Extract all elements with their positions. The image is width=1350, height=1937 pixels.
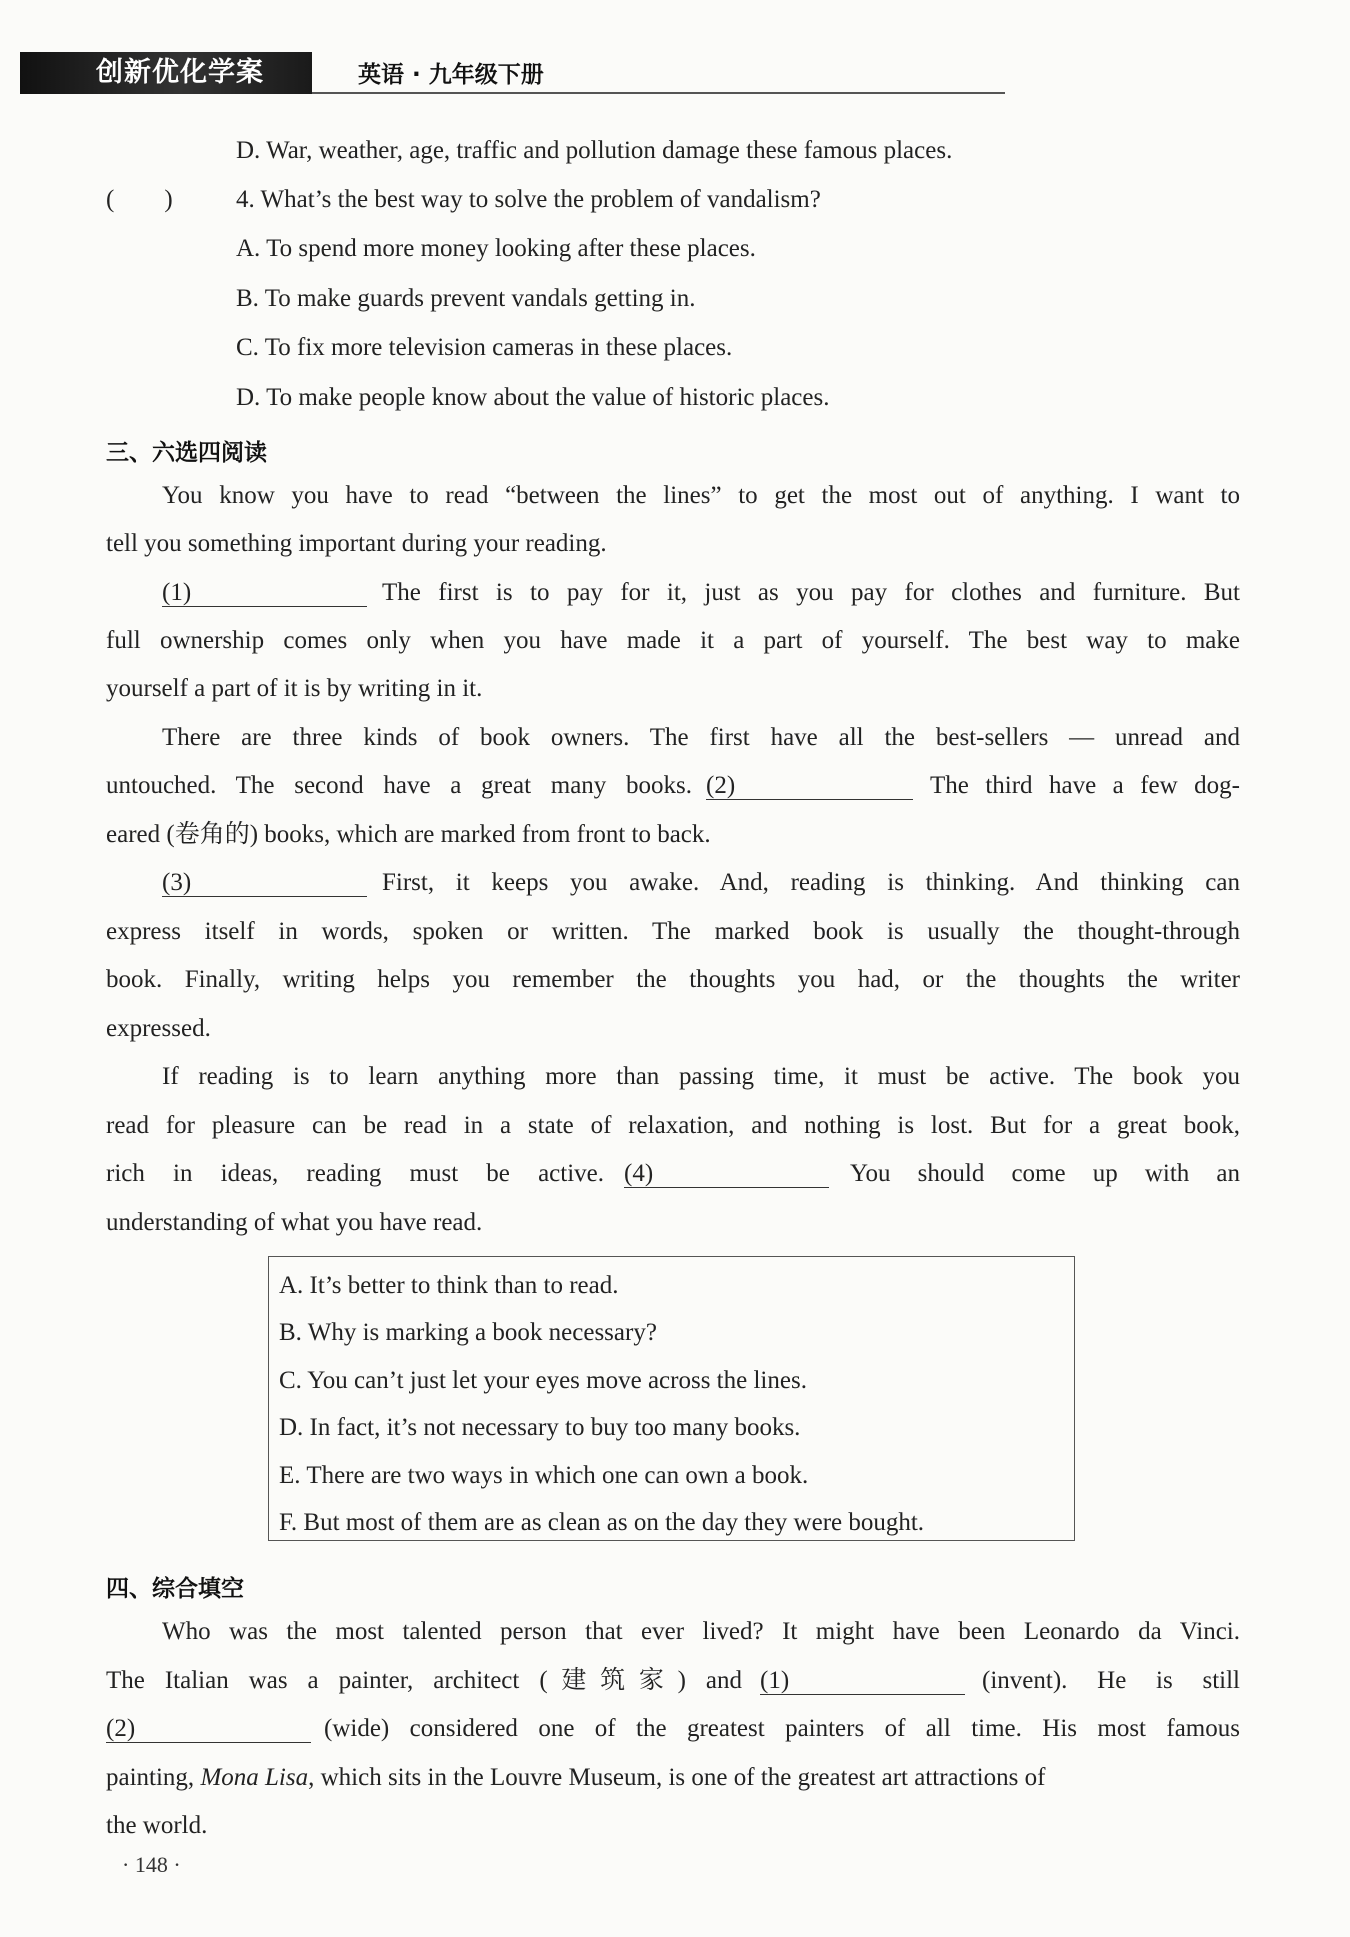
q4-option-d: D. To make people know about the value of historic places.	[236, 384, 830, 411]
blank-label: (3)	[162, 870, 367, 897]
s3-p4-line4: expressed.	[106, 1015, 211, 1042]
section4-heading: 四、综合填空	[106, 1576, 244, 1602]
s3-blank-3[interactable]	[162, 868, 367, 898]
q4-option-c: C. To fix more television cameras in these places.	[236, 334, 733, 361]
blank-label: (2)	[106, 1716, 311, 1743]
s4-line4-end: , which sits in the Louvre Museum, is one of the greatest art attractions of	[308, 1764, 1046, 1791]
option-c: C. You can’t just let your eyes move across the lines.	[279, 1367, 807, 1394]
s3-p4-line3: book. Finally, writing helps you remember the thoughts you had, or the thoughts the writer	[106, 966, 1240, 993]
s4-line3: (wide) considered one of the greatest painters of all time. His most famous	[324, 1715, 1240, 1742]
option-b: B. Why is marking a book necessary?	[279, 1319, 657, 1346]
q3-option-d: D. War, weather, age, traffic and pollution damage these famous places.	[236, 137, 953, 164]
s3-p3-line2b: The third have a few dog-	[930, 772, 1240, 799]
s4-blank-2[interactable]	[106, 1714, 311, 1744]
s3-p1-line2: tell you something important during your reading.	[106, 530, 607, 557]
blank-label: (4)	[624, 1161, 829, 1188]
option-e: E. There are two ways in which one can own a book.	[279, 1462, 809, 1489]
subject-title: 英语 · 九年级下册	[358, 62, 544, 88]
q4-question: 4. What’s the best way to solve the problem of vandalism?	[236, 186, 821, 213]
s4-blank-1[interactable]	[760, 1666, 965, 1696]
mona-lisa-title: Mona Lisa	[200, 1764, 309, 1791]
option-f: F. But most of them are as clean as on the day they were bought.	[279, 1509, 925, 1536]
option-d: D. In fact, it’s not necessary to buy too many books.	[279, 1414, 801, 1441]
s3-p5-line1: If reading is to learn anything more than passing time, it must be active. The book you	[162, 1063, 1240, 1090]
section3-heading: 三、六选四阅读	[106, 440, 267, 466]
s4-line4	[106, 1763, 1240, 1793]
s3-p5-line2: read for pleasure can be read in a state of relaxation, and nothing is lost. But for a great book,	[106, 1112, 1240, 1139]
s3-p1-line1: You know you have to read “between the lines” to get the most out of anything. I want to	[162, 482, 1240, 509]
s3-p4-line2: express itself in words, spoken or written. The marked book is usually the thought-through	[106, 918, 1240, 945]
blank-label: (1)	[760, 1668, 965, 1695]
s4-line1: Who was the most talented person that ever lived? It might have been Leonardo da Vinci.	[162, 1618, 1240, 1645]
s3-p2-line1: The first is to pay for it, just as you pay for clothes and furniture. But	[382, 579, 1240, 606]
s3-p3-line2a: untouched. The second have a great many books.	[106, 772, 692, 799]
s4-line5: the world.	[106, 1812, 208, 1839]
book-logo: 创新优化学案	[20, 52, 312, 94]
s3-blank-1[interactable]	[162, 578, 367, 608]
blank-label: (2)	[706, 773, 913, 800]
s3-blank-4[interactable]	[624, 1159, 829, 1189]
header-rule	[312, 92, 1005, 94]
s3-p2-line3: yourself a part of it is by writing in it.	[106, 675, 483, 702]
s3-p5-line3b: You should come up with an	[850, 1160, 1240, 1187]
s3-p5-line3a: rich in ideas, reading must be active.	[106, 1160, 604, 1187]
q4-option-b: B. To make guards prevent vandals getting in.	[236, 285, 696, 312]
option-a: A. It’s better to think than to read.	[279, 1272, 619, 1299]
answer-paren: ( )	[106, 186, 173, 213]
s3-blank-2[interactable]	[706, 771, 913, 801]
s3-p3-line3: eared (卷角的) books, which are marked from front to back.	[106, 821, 711, 848]
s3-p3-line1: There are three kinds of book owners. The first have all the best-sellers — unread and	[162, 724, 1240, 751]
s4-line4-start: painting,	[106, 1764, 195, 1791]
options-box	[268, 1256, 1075, 1541]
s3-p5-line4: understanding of what you have read.	[106, 1209, 483, 1236]
s3-p4-line1: First, it keeps you awake. And, reading is thinking. And thinking can	[382, 869, 1240, 896]
q4-option-a: A. To spend more money looking after these places.	[236, 235, 756, 262]
s3-p2-line2: full ownership comes only when you have made it a part of yourself. The best way to make	[106, 627, 1240, 654]
page-header	[20, 52, 1005, 94]
s4-line2b: (invent). He is still	[982, 1667, 1240, 1694]
page-number: · 148 ·	[122, 1852, 181, 1877]
blank-label: (1)	[162, 580, 367, 607]
s4-line2a: The Italian was a painter, architect (建筑家) and	[106, 1667, 742, 1694]
